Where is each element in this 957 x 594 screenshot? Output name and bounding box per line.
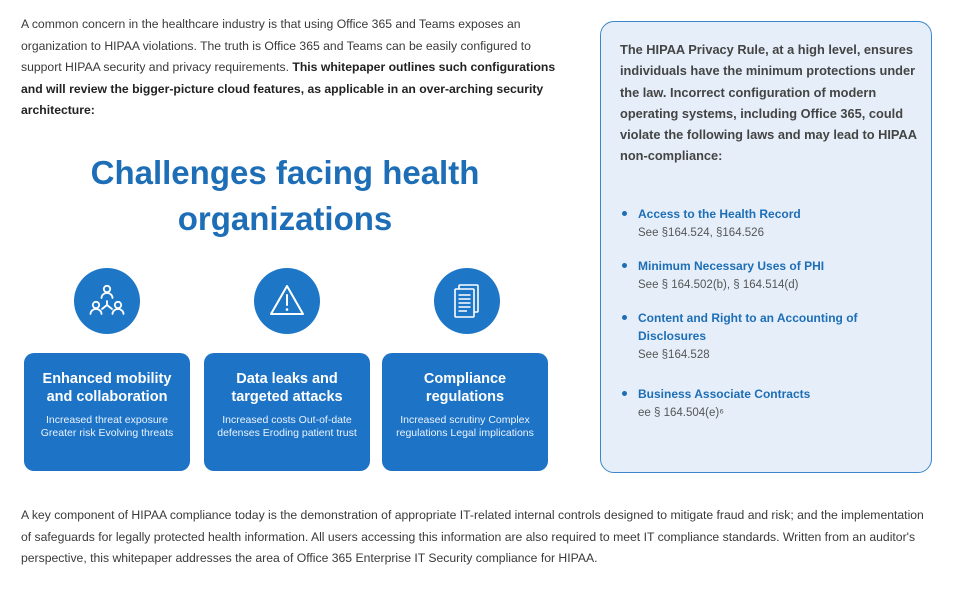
law-reference: See §164.528 xyxy=(638,349,710,361)
law-reference: See §164.524, §164.526 xyxy=(638,227,764,239)
card-title: Enhanced mobility and collaboration xyxy=(42,371,172,405)
people-network-icon xyxy=(74,268,140,334)
hipaa-sidebar xyxy=(600,21,932,473)
list-item xyxy=(620,205,920,242)
outro-paragraph: A key component of HIPAA compliance today is the demonstration of appropriate IT-related internal controls designed to mitigate fraud and risk; and the implementation of safeguards for legally protected health information. All users accessing this information are also required to meet IT compliance standards. Written from an auditor's perspective, this whitepaper addresses the area of Office 365 Enterprise IT Security compliance for HIPAA. xyxy=(21,508,924,565)
intro-text-bold: This whitepaper outlines such configurations and will review the bigger-picture cloud features, as applicable in an over-arching security architecture: xyxy=(21,60,556,117)
law-title: Business Associate Contracts xyxy=(638,387,811,401)
card-title: Compliance regulations xyxy=(423,371,507,405)
card-description: Increased scrutiny Complex regulations Legal implications xyxy=(396,414,534,439)
law-title: Access to the Health Record xyxy=(638,207,801,221)
intro-text: A common concern in the healthcare industry is that using Office 365 and Teams exposes an organization to HIPAA violations. The truth is Office 365 and Teams can be easily configured to support HIPAA security and privacy requirements. xyxy=(21,17,531,74)
warning-icon xyxy=(254,268,320,334)
intro-paragraph xyxy=(21,14,561,122)
law-reference: See § 164.502(b), § 164.514(d) xyxy=(638,279,799,291)
list-item xyxy=(620,257,920,294)
card-title: Data leaks and targeted attacks xyxy=(231,371,343,405)
challenge-card-mobility xyxy=(24,353,190,471)
section-heading: Challenges facing health organizations xyxy=(90,154,480,237)
card-description: Increased threat exposure Greater risk Evolving threats xyxy=(40,414,174,439)
list-item xyxy=(620,309,920,364)
sidebar-lead: The HIPAA Privacy Rule, at a high level, ensures individuals have the minimum protections under the law. Incorrect configuration of modern operating systems, including Office 365, could violate the following laws and may lead to HIPAA non-compliance: xyxy=(620,42,917,164)
card-description: Increased costs Out-of-date defenses Eroding patient trust xyxy=(217,414,357,439)
challenge-cards xyxy=(24,268,550,473)
law-title: Minimum Necessary Uses of PHI xyxy=(638,259,825,273)
challenge-card-compliance xyxy=(382,353,548,471)
law-reference: ee § 164.504(e)⁶ xyxy=(638,407,724,419)
law-title: Content and Right to an Accounting of Disclosures xyxy=(638,311,858,343)
document-icon xyxy=(434,268,500,334)
list-item xyxy=(620,385,920,422)
challenge-card-data-leaks xyxy=(204,353,370,471)
law-list xyxy=(620,205,920,422)
